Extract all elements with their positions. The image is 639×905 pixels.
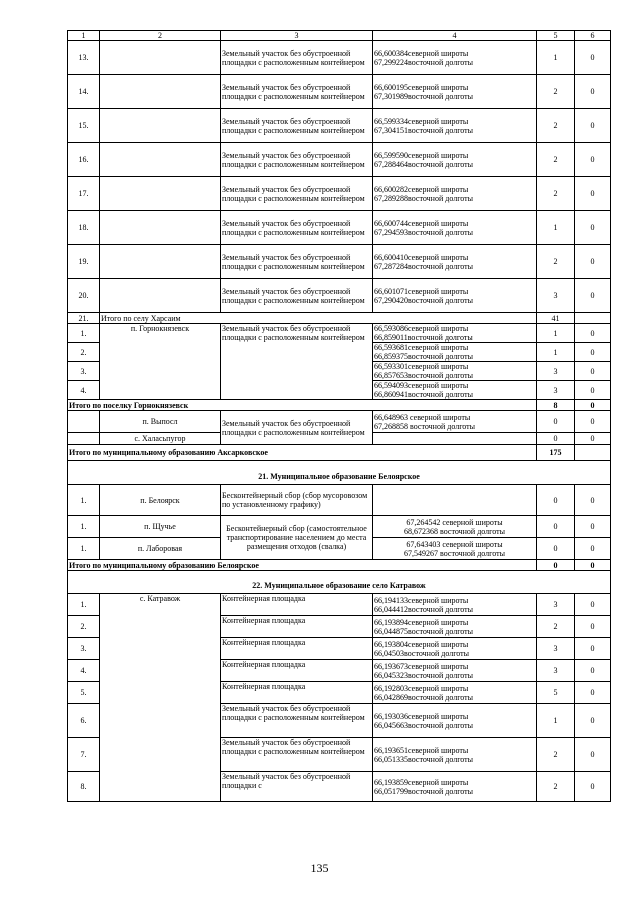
- header-cell: 2: [100, 31, 221, 41]
- header-cell: 1: [68, 31, 100, 41]
- table-cell: 175: [537, 445, 575, 461]
- table-cell: 1.: [68, 485, 100, 516]
- table-cell: [100, 245, 221, 279]
- table-cell: 0: [537, 411, 575, 433]
- latitude-text: 66,599590северной широты: [374, 150, 469, 160]
- table-cell: 2: [537, 75, 575, 109]
- table-cell: 1.: [68, 538, 100, 560]
- section-title: 22. Муниципальное образование село Катравож: [68, 571, 611, 594]
- table-cell: 0: [575, 211, 611, 245]
- latitude-text: 66,593086северной широты: [374, 324, 469, 333]
- table-cell: 0: [575, 279, 611, 313]
- table-cell: [100, 211, 221, 245]
- description-text: Контейнерная площадка: [222, 638, 306, 647]
- table-cell: [100, 109, 221, 143]
- table-cell: 0: [575, 594, 611, 616]
- description-cell: [221, 75, 373, 109]
- latitude-text: 66,648963 северной широты: [374, 412, 471, 422]
- table-cell: 1.: [68, 324, 100, 343]
- description-cell: [221, 516, 373, 560]
- coordinates-cell: [373, 211, 537, 245]
- table-cell: 0: [575, 177, 611, 211]
- description-cell: [221, 704, 373, 738]
- table-cell: 8.: [68, 772, 100, 802]
- table-cell: 0: [537, 516, 575, 538]
- table-cell: [575, 445, 611, 461]
- table-cell: 0: [575, 738, 611, 772]
- coordinates-cell: [373, 177, 537, 211]
- latitude-text: 66,600744северной широты: [374, 218, 469, 228]
- description-text: Земельный участок без обустроенной площадки с расположенным контейнером: [222, 738, 365, 756]
- table-cell: 14.: [68, 75, 100, 109]
- table-cell: [100, 279, 221, 313]
- table-cell: 5.: [68, 682, 100, 704]
- table-cell: 16.: [68, 143, 100, 177]
- table-cell: [373, 433, 537, 445]
- description-text: Земельный участок без обустроенной площадки с расположенным контейнером: [222, 82, 365, 101]
- table-cell: 0: [575, 324, 611, 343]
- table-cell: 20.: [68, 279, 100, 313]
- table-cell: [68, 411, 100, 433]
- description-cell: [221, 682, 373, 704]
- coordinates-cell: [373, 41, 537, 75]
- table-cell: п. Горнокнязевск: [100, 324, 221, 400]
- description-text: Контейнерная площадка: [222, 660, 306, 669]
- description-cell: [221, 485, 373, 516]
- table-row: [68, 109, 611, 143]
- description-text: Контейнерная площадка: [222, 616, 306, 625]
- table-cell: 0: [575, 433, 611, 445]
- description-text: Земельный участок без обустроенной площадки с расположенным контейнером: [222, 116, 365, 135]
- coordinates-cell: [373, 704, 537, 738]
- longitude-text: 67,289288восточной долготы: [374, 193, 474, 203]
- table-cell: 0: [575, 343, 611, 362]
- table-cell: 13.: [68, 41, 100, 75]
- description-text: Земельный участок без обустроенной площадки с расположенным контейнером: [222, 150, 365, 169]
- table-cell: 0: [537, 560, 575, 571]
- longitude-text: 66,857653восточной долготы: [374, 371, 474, 380]
- coordinates-cell: [373, 682, 537, 704]
- table-cell: 8: [537, 400, 575, 411]
- table-row: [68, 411, 611, 433]
- table-cell: 3: [537, 660, 575, 682]
- table-cell: 2: [537, 616, 575, 638]
- coordinates-cell: [373, 75, 537, 109]
- longitude-text: 67,287284восточной долготы: [374, 261, 474, 271]
- table-cell: 0: [575, 485, 611, 516]
- table-cell: 6.: [68, 704, 100, 738]
- table-cell: 1: [537, 704, 575, 738]
- table-cell: [68, 433, 100, 445]
- table-cell: 1: [537, 41, 575, 75]
- longitude-text: 67,268858 восточной долготы: [374, 421, 476, 431]
- table-cell: 0: [575, 245, 611, 279]
- header-cell: 6: [575, 31, 611, 41]
- longitude-text: 67,549267 восточной долготы: [403, 548, 506, 558]
- page-number: 135: [310, 861, 329, 875]
- table-row: [68, 211, 611, 245]
- latitude-text: 67,264542 северной широты: [406, 517, 503, 527]
- table-cell: [373, 485, 537, 516]
- data-table: [67, 30, 611, 802]
- longitude-text: 67,290420восточной долготы: [374, 295, 474, 305]
- table-cell: 0: [575, 362, 611, 381]
- description-text: Земельный участок без обустроенной площадки с расположенным контейнером: [222, 418, 365, 437]
- table-cell: 0: [575, 660, 611, 682]
- table-cell: 3: [537, 638, 575, 660]
- description-cell: [221, 772, 373, 802]
- coordinates-cell: [373, 594, 537, 616]
- table-cell: 0: [575, 516, 611, 538]
- longitude-text: 66,044875восточной долготы: [374, 626, 474, 636]
- table-cell: 3: [537, 362, 575, 381]
- table-cell: 3.: [68, 638, 100, 660]
- table-cell: 7.: [68, 738, 100, 772]
- table-row: [68, 177, 611, 211]
- coordinates-cell: [373, 109, 537, 143]
- table-cell: 18.: [68, 211, 100, 245]
- description-text: Земельный участок без обустроенной площадки с расположенным контейнером: [222, 48, 365, 67]
- latitude-text: 66,193651северной широты: [374, 745, 469, 755]
- table-cell: 2: [537, 109, 575, 143]
- latitude-text: 66,600384северной широты: [374, 48, 469, 58]
- latitude-text: 66,600195северной широты: [374, 82, 469, 92]
- table-row: [68, 143, 611, 177]
- longitude-text: 66,051799восточной долготы: [374, 786, 474, 796]
- table-cell: [100, 41, 221, 75]
- latitude-text: 66,193804северной широты: [374, 639, 469, 649]
- total-row: [68, 313, 611, 324]
- table-cell: 0: [575, 772, 611, 802]
- description-text: Земельный участок без обустроенной площадки с расположенным контейнером: [222, 704, 365, 722]
- table-cell: [575, 313, 611, 324]
- section-title: 21. Муниципальное образование Белоярское: [68, 461, 611, 485]
- table-cell: Итого по поселку Горнокнязевск: [68, 400, 537, 411]
- table-cell: 0: [575, 400, 611, 411]
- header-cell: 5: [537, 31, 575, 41]
- table-row: [68, 75, 611, 109]
- total-row: [68, 400, 611, 411]
- description-text: Земельный участок без обустроенной площадки с расположенным контейнером: [222, 324, 365, 342]
- table-cell: 2.: [68, 343, 100, 362]
- latitude-text: 66,600410северной широты: [374, 252, 469, 262]
- latitude-text: 66,601071северной широты: [374, 286, 469, 296]
- table-cell: с. Катравож: [100, 594, 221, 802]
- description-text: Земельный участок без обустроенной площадки с расположенным контейнером: [222, 184, 365, 203]
- coordinates-cell: [373, 143, 537, 177]
- latitude-text: 67,643403 северной широты: [406, 539, 503, 549]
- longitude-text: 66,859011восточной долготы: [374, 333, 473, 342]
- longitude-text: 67,304151восточной долготы: [374, 125, 474, 135]
- description-cell: [221, 660, 373, 682]
- table-cell: 3: [537, 594, 575, 616]
- coordinates-cell: [373, 362, 537, 381]
- description-cell: [221, 616, 373, 638]
- section-title-row: [68, 461, 611, 485]
- table-cell: п. Щучье: [100, 516, 221, 538]
- table-cell: 4.: [68, 660, 100, 682]
- table-cell: 2: [537, 772, 575, 802]
- table-cell: 1.: [68, 516, 100, 538]
- table-cell: 0: [575, 41, 611, 75]
- table-cell: 3: [537, 381, 575, 400]
- coordinates-cell: [373, 538, 537, 560]
- table-cell: 2: [537, 738, 575, 772]
- description-cell: [221, 41, 373, 75]
- latitude-text: 66,194133северной широты: [374, 595, 469, 605]
- coordinates-cell: [373, 411, 537, 433]
- description-cell: [221, 638, 373, 660]
- description-text: Контейнерная площадка: [222, 682, 306, 691]
- table-cell: 3.: [68, 362, 100, 381]
- description-text: Земельный участок без обустроенной площадки с: [222, 772, 351, 790]
- header-cell: 4: [373, 31, 537, 41]
- table-row: [68, 279, 611, 313]
- table-cell: 0: [575, 704, 611, 738]
- table-cell: 0: [575, 682, 611, 704]
- coordinates-cell: [373, 738, 537, 772]
- table-cell: 4.: [68, 381, 100, 400]
- description-text: Земельный участок без обустроенной площадки с расположенным контейнером: [222, 286, 365, 305]
- table-cell: Итого по муниципальному образованию Аксарковское: [68, 445, 537, 461]
- description-text: Земельный участок без обустроенной площадки с расположенным контейнером: [222, 218, 365, 237]
- description-cell: [221, 211, 373, 245]
- longitude-text: 66,859375восточной долготы: [374, 352, 474, 361]
- table-cell: 0: [575, 143, 611, 177]
- table-cell: 2: [537, 177, 575, 211]
- coordinates-cell: [373, 638, 537, 660]
- table-cell: [100, 177, 221, 211]
- table-cell: [100, 143, 221, 177]
- latitude-text: 66,192803северной широты: [374, 683, 469, 693]
- table-row: [68, 324, 611, 343]
- table-cell: п. Белоярск: [100, 485, 221, 516]
- table-cell: 15.: [68, 109, 100, 143]
- table-row: [68, 41, 611, 75]
- table-cell: 19.: [68, 245, 100, 279]
- description-cell: [221, 738, 373, 772]
- table-cell: 1: [537, 343, 575, 362]
- description-cell: [221, 324, 373, 400]
- table-cell: [100, 75, 221, 109]
- table-cell: 2: [537, 143, 575, 177]
- table-cell: 21.: [68, 313, 100, 324]
- longitude-text: 66,051335восточной долготы: [374, 754, 474, 764]
- table-row: [68, 516, 611, 538]
- table-cell: 0: [575, 638, 611, 660]
- longitude-text: 67,299224восточной долготы: [374, 57, 474, 67]
- latitude-text: 66,193673северной широты: [374, 661, 469, 671]
- latitude-text: 66,600282северной широты: [374, 184, 469, 194]
- table-cell: 0: [575, 538, 611, 560]
- table-cell: 3: [537, 279, 575, 313]
- table-cell: 0: [575, 560, 611, 571]
- table-cell: 0: [575, 616, 611, 638]
- coordinates-cell: [373, 772, 537, 802]
- total-row: [68, 560, 611, 571]
- table-cell: 0: [575, 381, 611, 400]
- table-cell: 0: [537, 538, 575, 560]
- description-cell: [221, 245, 373, 279]
- coordinates-cell: [373, 381, 537, 400]
- table-cell: Итого по муниципальному образованию Белоярское: [68, 560, 537, 571]
- table-cell: 0: [537, 433, 575, 445]
- coordinates-cell: [373, 660, 537, 682]
- longitude-text: 67,288464восточной долготы: [374, 159, 474, 169]
- table-cell: п. Лаборовая: [100, 538, 221, 560]
- table-cell: 1.: [68, 594, 100, 616]
- longitude-text: 66,045323восточной долготы: [374, 670, 474, 680]
- latitude-text: 66,594093северной широты: [374, 381, 469, 390]
- table-cell: 0: [537, 485, 575, 516]
- description-text: Бесконтейнерный сбор (сбор мусоровозом по установленному графику): [222, 491, 368, 509]
- table-cell: 1: [537, 211, 575, 245]
- latitude-text: 66,599334северной широты: [374, 116, 469, 126]
- longitude-text: 66,04503восточной долготы: [374, 648, 470, 658]
- section-title-row: [68, 571, 611, 594]
- table-cell: п. Выпосл: [100, 411, 221, 433]
- table-cell: 5: [537, 682, 575, 704]
- coordinates-cell: [373, 516, 537, 538]
- longitude-text: 66,860941восточной долготы: [374, 390, 474, 399]
- coordinates-cell: [373, 279, 537, 313]
- latitude-text: 66,193036северной широты: [374, 711, 469, 721]
- longitude-text: 66,042869восточной долготы: [374, 692, 474, 702]
- table-cell: 2.: [68, 616, 100, 638]
- coordinates-cell: [373, 343, 537, 362]
- longitude-text: 66,044412восточной долготы: [374, 604, 474, 614]
- table-cell: 1: [537, 324, 575, 343]
- description-cell: [221, 411, 373, 445]
- latitude-text: 66,593681северной широты: [374, 343, 469, 352]
- table-cell: 41: [537, 313, 575, 324]
- header-row: [68, 31, 611, 41]
- table-cell: 0: [575, 75, 611, 109]
- description-cell: [221, 109, 373, 143]
- description-text: Контейнерная площадка: [222, 594, 306, 603]
- table-row: [68, 245, 611, 279]
- coordinates-cell: [373, 324, 537, 343]
- table-cell: Итого по селу Харсаим: [100, 313, 537, 324]
- description-cell: [221, 594, 373, 616]
- longitude-text: 68,672368 восточной долготы: [403, 526, 506, 536]
- description-text: Земельный участок без обустроенной площадки с расположенным контейнером: [222, 252, 365, 271]
- header-cell: 3: [221, 31, 373, 41]
- description-cell: [221, 143, 373, 177]
- longitude-text: 67,294593восточной долготы: [374, 227, 474, 237]
- latitude-text: 66,593301северной широты: [374, 362, 469, 371]
- latitude-text: 66,193859северной широты: [374, 777, 469, 787]
- coordinates-cell: [373, 245, 537, 279]
- longitude-text: 66,045663восточной долготы: [374, 720, 474, 730]
- description-cell: [221, 177, 373, 211]
- table-cell: 2: [537, 245, 575, 279]
- coordinates-cell: [373, 616, 537, 638]
- description-text: Бесконтейнерный сбор (самостоятельное транспортирование населением до места размещения отходов (свалка): [226, 524, 367, 551]
- table-cell: 0: [575, 411, 611, 433]
- table-cell: 0: [575, 109, 611, 143]
- total-row: [68, 445, 611, 461]
- table-row: [68, 485, 611, 516]
- table-row: [68, 594, 611, 616]
- table-cell: с. Халасьпугор: [100, 433, 221, 445]
- description-cell: [221, 279, 373, 313]
- latitude-text: 66,193894северной широты: [374, 617, 469, 627]
- table-cell: 17.: [68, 177, 100, 211]
- longitude-text: 67,301989восточной долготы: [374, 91, 474, 101]
